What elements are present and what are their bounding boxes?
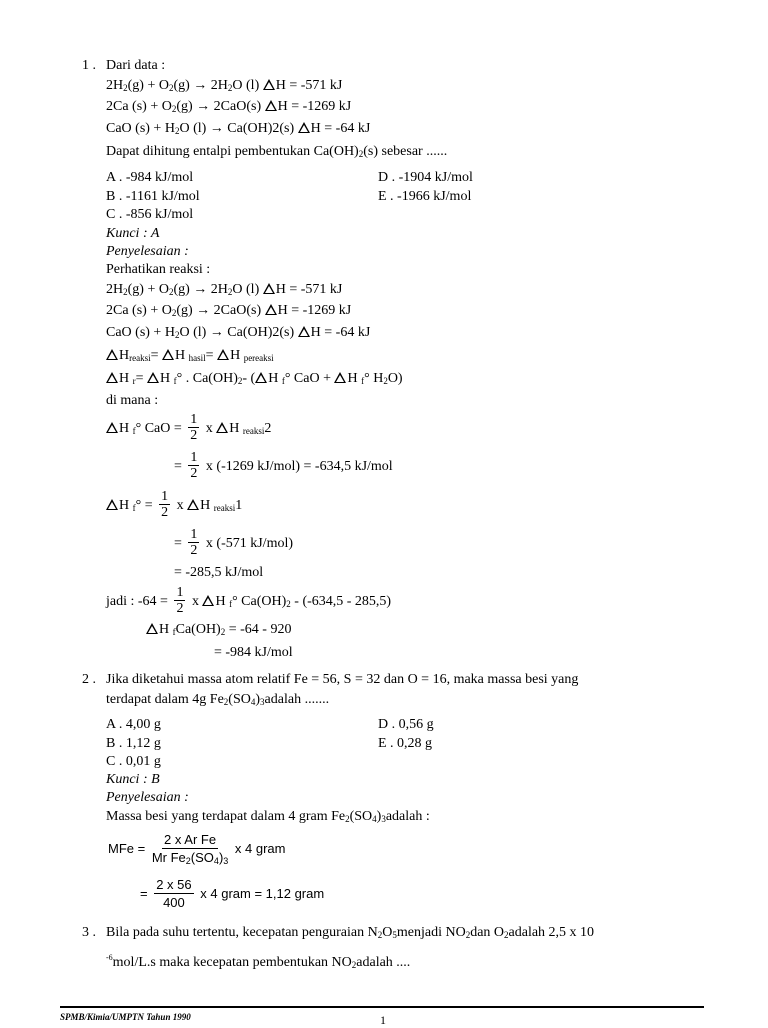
q1-enthalpy-relation: $H_{reaksi}= H$ $_{hasil}$= H $_{pereaksi}$ (106, 348, 274, 364)
delta-icon (263, 79, 275, 90)
delta-icon (298, 122, 310, 133)
q1-solution-heading: Penyelesaian : (106, 244, 189, 259)
delta-icon (263, 283, 275, 294)
q1-option-d: D . -1904 kJ/mol (378, 170, 473, 185)
q1-enthalpy-formula: H $_r$= H $_f$° . $Ca(OH)_2-$ ( H $_f$° CaO + H $_f$° $H_2O$) (106, 371, 403, 387)
q1-intro: Dari data : (106, 58, 166, 73)
q1-reaction-3-repeat: CaO $(s) + H_2O$ (l) → Ca(OH)2(s) H = -64 kJ (106, 325, 371, 340)
q1-conclusion: jadi : -64 = $\frac{1}{2}$ x H $_f$° $Ca(OH)_2 - (-634,5 - 285,5)$ (106, 585, 392, 617)
q2-option-b: B . 1,12 g (106, 736, 161, 751)
q3-number: 3 . (82, 925, 96, 940)
q2-option-d: D . 0,56 g (378, 717, 434, 732)
q2-answer-key: Kunci : B (106, 772, 160, 787)
q1-step-h2o: H $_f$° = $\frac{1}{2}$ x H $_{reaksi}$1 (106, 489, 242, 523)
delta-icon (298, 326, 310, 337)
q1-reaction-3: CaO $(s) + H_2O$ (l) → Ca(OH)2(s) H = -64 kJ (106, 121, 371, 136)
q2-number: 2 . (82, 672, 96, 687)
delta-icon (265, 304, 277, 315)
q1-number: 1 . (82, 58, 96, 73)
q2-text-2: terdapat dalam 4g $Fe_2(SO_4)_3adalah$ ....... (106, 692, 330, 707)
q1-option-e: E . -1966 kJ/mol (378, 189, 472, 204)
q3-text-2: $^{-6}$mol/L.s maka kecepatan pembentukan $NO_2adalah$ .... (106, 953, 411, 970)
q2-option-a: A . 4,00 g (106, 717, 161, 732)
q1-reaction-1-repeat: $2H_2(g) + O_2(g) \to 2H_2O$ (l) H = -571 kJ (106, 282, 343, 297)
q2-formula-2: = $\frac{2 x 56}{400}$ x 4 gram = 1,12 gram (140, 877, 325, 911)
delta-icon (106, 422, 118, 433)
q1-option-a: A . -984 kJ/mol (106, 170, 194, 185)
delta-icon (255, 372, 267, 383)
delta-icon (146, 623, 158, 634)
q2-solution-text: Massa besi yang terdapat dalam 4 gram $Fe_2(SO_4)_3adalah$ : (106, 809, 430, 824)
q1-reaction-2: 2Ca $(s) + O_2(g) \to 2CaO(s) H = -1269$ kJ (106, 99, 352, 114)
footer-divider (60, 1006, 704, 1008)
delta-icon (162, 349, 174, 360)
q2-solution-heading: Penyelesaian : (106, 790, 189, 805)
fraction-half: $\frac{1}{2}$ (176, 585, 184, 617)
delta-icon (217, 349, 229, 360)
q1-step-cao: H $_f$° CaO = $\frac{1}{2}$ x H $_{reaksi}$2 (106, 412, 271, 446)
q1-reaction-1: $2H_2(g) + O_2(g) \to 2H_2O$ (l) H = -571 kJ (106, 78, 343, 93)
delta-icon (147, 372, 159, 383)
delta-icon (334, 372, 346, 383)
q1-step-cao-value: = $\frac{1}{2}$ x (-1269 kJ/mol) = -634,5 kJ/mol (174, 450, 393, 482)
delta-icon (202, 595, 214, 606)
q1-option-b: B . -1161 kJ/mol (106, 189, 200, 204)
fraction-half: $\frac{1}{2}$ (161, 489, 169, 521)
delta-icon (187, 499, 199, 510)
q1-dimana: di mana : (106, 393, 159, 408)
q2-option-c: C . 0,01 g (106, 754, 161, 769)
delta-icon (106, 372, 118, 383)
q1-step-h2o-result: = -285,5 kJ/mol (174, 565, 264, 580)
q1-note: Perhatikan reaksi : (106, 262, 211, 277)
delta-icon (265, 100, 277, 111)
delta-icon (216, 422, 228, 433)
q1-option-c: C . -856 kJ/mol (106, 207, 194, 222)
q1-final-answer: = -984 kJ/mol (214, 645, 293, 660)
page-number: 1 (380, 1013, 386, 1027)
delta-icon (106, 499, 118, 510)
q1-answer-key: Kunci : A (106, 226, 160, 241)
q3-text-1: Bila pada suhu tertentu, kecepatan penguraian $N_2O_5menjadi$ $NO_2dan$ $O_2adalah$ 2,5 x 10 (106, 925, 595, 940)
q1-reaction-2-repeat: 2Ca $(s) + O_2(g) \to 2CaO(s) H = -1269$ kJ (106, 303, 352, 318)
fraction-mass: $\frac{\text{2 x Ar Fe}}{Mr Fe_2(SO_4)_3}$ (151, 832, 229, 867)
q1-step-h2o-value: = $\frac{1}{2}$ x (-571 kJ/mol) (174, 527, 294, 559)
fraction-half: $\frac{1}{2}$ (190, 450, 198, 482)
fraction-half: $\frac{1}{2}$ (190, 412, 198, 444)
q2-formula-1: MFe = $\frac{\text{2 x Ar Fe}}{Mr Fe_2(SO_4)_3}$ x 4 gram (108, 832, 286, 867)
fraction-values: $\frac{2 x 56}{400}$ (156, 877, 192, 911)
fraction-half: $\frac{1}{2}$ (190, 527, 198, 559)
footer-label: SPMB/Kimia/UMPTN Tahun 1990 (60, 1012, 191, 1022)
q1-conclusion-step: H $_fCa(OH)_2 = -64 - 920$ (146, 622, 291, 638)
delta-icon (106, 349, 118, 360)
q2-option-e: E . 0,28 g (378, 736, 433, 751)
q1-question: Dapat dihitung entalpi pembentukan $Ca(OH)_2(s)$ sebesar ...... (106, 144, 448, 159)
q2-text-1: Jika diketahui massa atom relatif Fe = 56, S = 32 dan O = 16, maka massa besi yang (106, 672, 579, 687)
